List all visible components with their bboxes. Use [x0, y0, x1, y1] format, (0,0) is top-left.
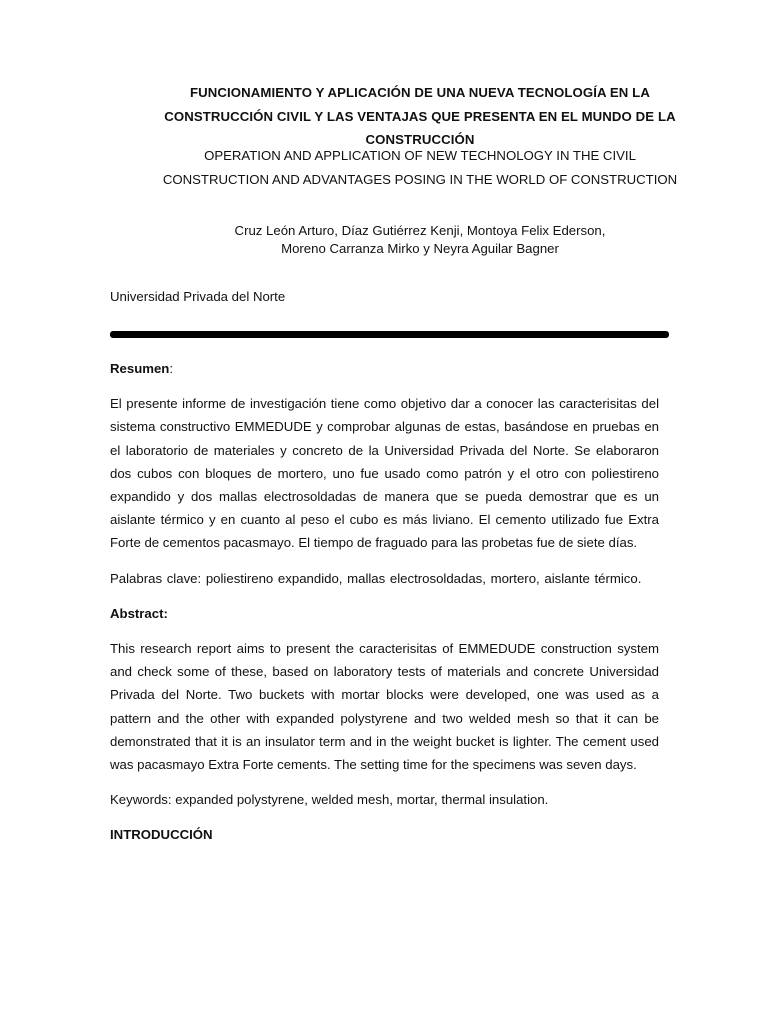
resumen-paragraph: El presente informe de investigación tiene como objetivo dar a conocer las caracterisitas del sistema constructivo EMMEDUDE y comprobar algunas de estas, basándose en pruebas en el laboratorio de materiales y concreto de la Universidad Privada del Norte. Se elaboraron dos cubos con bloques de mortero, uno fue usado como patrón y el otro con poliestireno expandido y dos mallas electrosoldadas de manera que se pueda demostrar que es un aislante térmico y en cuanto al peso el cubo es más liviano. El cemento utilizado fue Extra Forte de cementos pacasmayo. El tiempo de fraguado para las probetas fue de siete días.: [110, 396, 659, 551]
abstract-heading: Abstract:: [110, 605, 168, 621]
title-spanish: FUNCIONAMIENTO Y APLICACIÓN DE UNA NUEVA TECNOLOGÍA EN LA CONSTRUCCIÓN CIVIL Y LAS VENTAJAS QUE PRESENTA EN EL MUNDO DE LA CONSTRUCCIÓN: [164, 85, 676, 148]
horizontal-rule: [110, 331, 669, 338]
document-body: [110, 357, 659, 859]
authors-line-2: Moreno Carranza Mirko y Neyra Aguilar Bagner: [281, 241, 559, 256]
resumen-heading-line: [110, 357, 659, 380]
abstract-keywords: Keywords: expanded polystyrene, welded mesh, mortar, thermal insulation.: [110, 792, 549, 808]
affiliation: Universidad Privada del Norte: [110, 289, 286, 304]
title-english: OPERATION AND APPLICATION OF NEW TECHNOLOGY IN THE CIVIL CONSTRUCTION AND ADVANTAGES POSING IN THE WORLD OF CONSTRUCTION: [162, 148, 678, 187]
introduccion-heading: INTRODUCCIÓN: [110, 827, 213, 843]
abstract-paragraph: This research report aims to present the caracterisitas of EMMEDUDE construction system and check some of these, based on laboratory tests of materials and concrete Universidad Privada del Norte. Two buckets with mortar blocks were developed, one was used as a pattern and the other with expanded polystyrene and two welded mesh so that it can be demonstrated that it is an insulator term and in the weight bucket is lighter. The cement used was pacasmayo Extra Forte cements. The setting time for the specimens was seven days.: [110, 641, 659, 773]
authors: [160, 222, 680, 258]
resumen-heading-suffix: :: [169, 361, 174, 376]
resumen-heading: Resumen: [110, 361, 170, 376]
resumen-keywords: Palabras clave: poliestireno expandido, mallas electrosoldadas, mortero, aislante térmico.: [110, 570, 642, 586]
authors-line-1: Cruz León Arturo, Díaz Gutiérrez Kenji, Montoya Felix Ederson,: [234, 223, 606, 238]
